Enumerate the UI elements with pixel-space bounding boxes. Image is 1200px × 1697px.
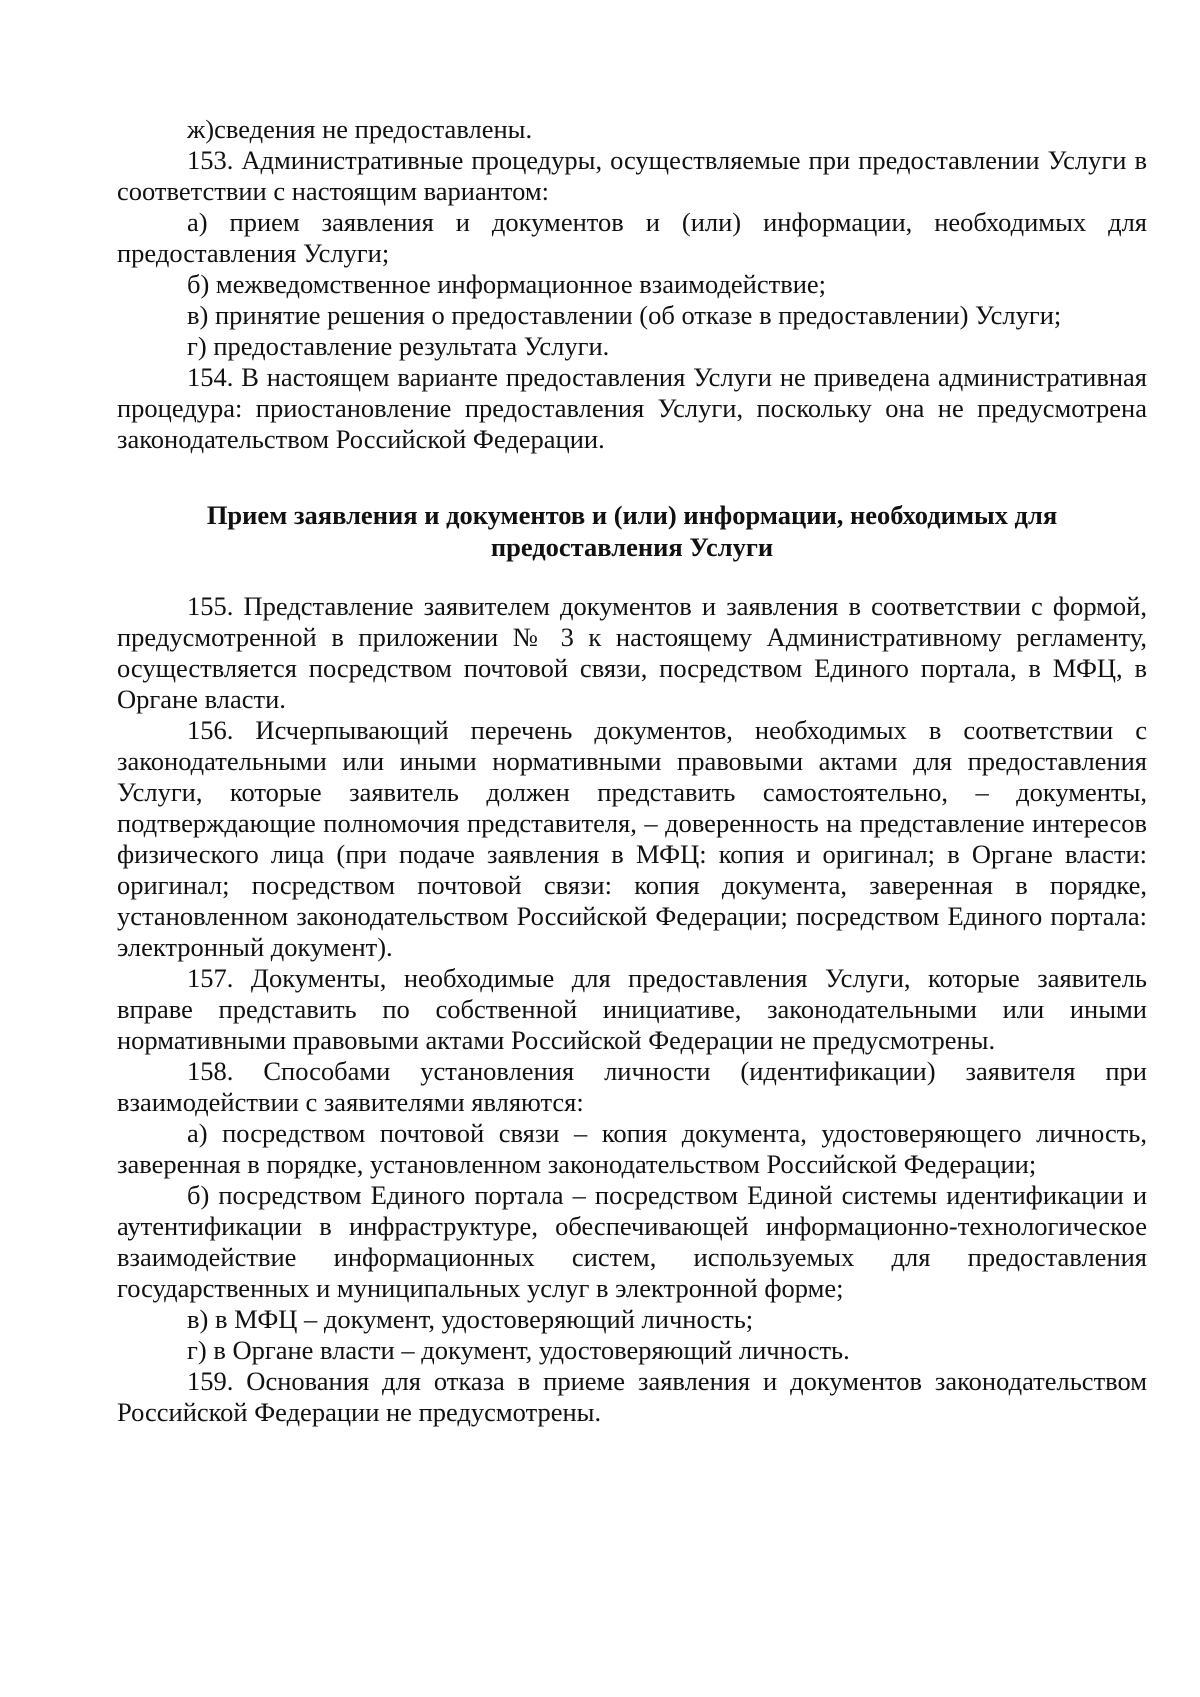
paragraph-158: 158. Способами установления личности (идентификации) заявителя при взаимодействии с заявителями являются:: [117, 1056, 1147, 1117]
paragraph-159: 159. Основания для отказа в приеме заявления и документов законодательством Российской Федерации не предусмотрены.: [117, 1366, 1147, 1427]
paragraph-153-b: б) межведомственное информационное взаимодействие;: [187, 269, 827, 299]
paragraph-158-v: в) в МФЦ – документ, удостоверяющий личность;: [187, 1304, 754, 1334]
paragraph-zh: ж)сведения не предоставлены.: [187, 114, 533, 144]
paragraph-157: 157. Документы, необходимые для предоставления Услуги, которые заявитель вправе представить по собственной инициативе, законодательными или иными нормативными правовыми актами Российской Федерации не предусмотрены.: [117, 963, 1147, 1055]
paragraph-153: 153. Административные процедуры, осуществляемые при предоставлении Услуги в соответствии с настоящим вариантом:: [117, 145, 1147, 206]
paragraph-158-a: а) посредством почтовой связи – копия документа, удостоверяющего личность, заверенная в порядке, установленном законодательством Российской Федерации;: [117, 1118, 1147, 1179]
paragraph-153-g: г) предоставление результата Услуги.: [187, 331, 610, 361]
document-page: [117, 114, 1147, 1428]
paragraph-153-v: в) принятие решения о предоставлении (об отказе в предоставлении) Услуги;: [187, 300, 1062, 330]
section-heading: Прием заявления и документов и (или) информации, необходимых для предоставления Услуги: [206, 500, 1058, 562]
paragraph-153-a: а) прием заявления и документов и (или) информации, необходимых для предоставления Услуги;: [117, 207, 1147, 268]
paragraph-158-b: б) посредством Единого портала – посредством Единой системы идентификации и аутентификации в инфраструктуре, обеспечивающей информационно-технологическое взаимодействие информационных систем, используемых для предоставления государственных и муниципальных услуг в электронной форме;: [117, 1180, 1147, 1303]
paragraph-158-g: г) в Органе власти – документ, удостоверяющий личность.: [187, 1335, 850, 1365]
paragraph-155: 155. Представление заявителем документов и заявления в соответствии с формой, предусмотренной в приложении № 3 к настоящему Административному регламенту, осуществляется посредством почтовой связи, посредством Единого портала, в МФЦ, в Органе власти.: [117, 591, 1147, 714]
paragraph-154: 154. В настоящем варианте предоставления Услуги не приведена административная процедура: приостановление предоставления Услуги, поскольку она не предусмотрена законодательством Российской Федерации.: [117, 362, 1147, 454]
paragraph-156: 156. Исчерпывающий перечень документов, необходимых в соответствии с законодательными или иными нормативными правовыми актами для предоставления Услуги, которые заявитель должен представить самостоятельно, – документы, подтверждающие полномочия представителя, – доверенность на представление интересов физического лица (при подаче заявления в МФЦ: копия и оригинал; в Органе власти: оригинал; посредством почтовой связи: копия документа, заверенная в порядке, установленном законодательством Российской Федерации; посредством Единого портала: электронный документ).: [117, 715, 1147, 962]
